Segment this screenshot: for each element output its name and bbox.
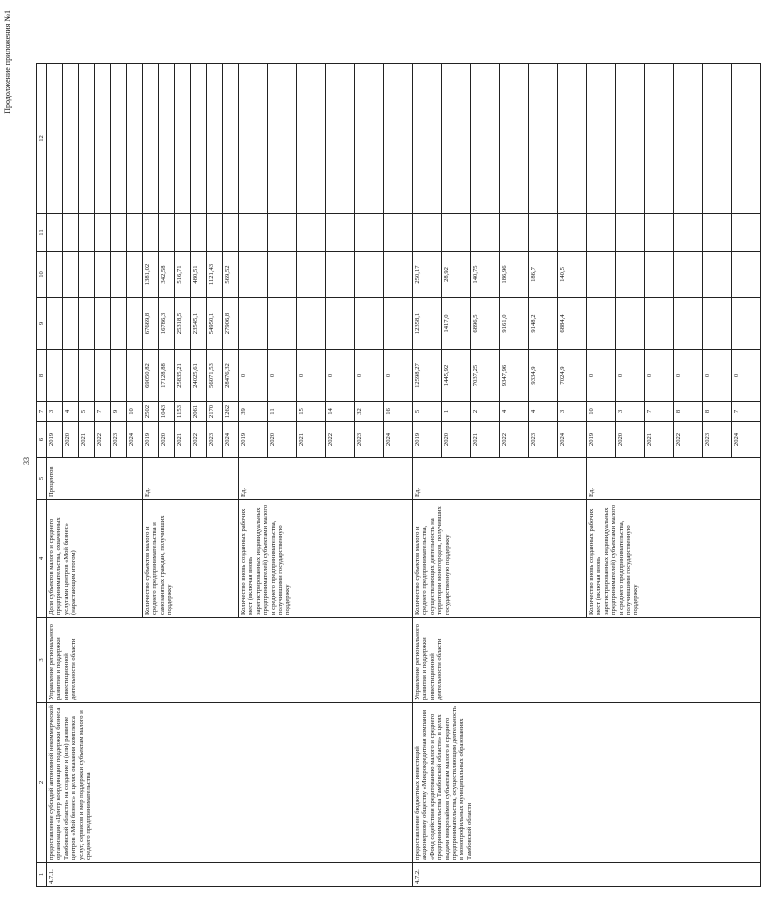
total-funding-cell <box>63 350 79 402</box>
column-11-cell <box>47 214 63 252</box>
indicator-value-cell: 2170 <box>207 402 223 422</box>
federal-funding-cell <box>645 298 674 350</box>
federal-funding-cell <box>297 298 326 350</box>
column-number-header: 11 <box>37 214 47 252</box>
total-funding-cell: 28476,32 <box>223 350 239 402</box>
year-cell: 2022 <box>326 422 355 458</box>
column-11-cell <box>587 214 616 252</box>
total-funding-cell: 56071,53 <box>207 350 223 402</box>
indicator-value-cell: 9 <box>111 402 127 422</box>
total-funding-cell: 0 <box>732 350 761 402</box>
indicator-value-cell: 4 <box>529 402 558 422</box>
indicator-value-cell: 14 <box>326 402 355 422</box>
column-11-cell <box>63 214 79 252</box>
column-11-cell <box>95 214 111 252</box>
section-number: 4.7.1. <box>47 863 413 887</box>
column-number-header: 12 <box>37 64 47 214</box>
column-12-cell <box>587 64 616 214</box>
column-11-cell <box>297 214 326 252</box>
regional-funding-cell <box>355 252 384 298</box>
federal-funding-cell <box>616 298 645 350</box>
regional-funding-cell: 1121,43 <box>207 252 223 298</box>
regional-funding-cell <box>111 252 127 298</box>
column-12-cell <box>645 64 674 214</box>
section-executor: Управление регионального развития и поддержки инвестиционной деятельности области <box>413 618 761 703</box>
indicator-value-cell: 10 <box>587 402 616 422</box>
regional-funding-cell <box>95 252 111 298</box>
year-cell: 2019 <box>413 422 442 458</box>
column-12-cell <box>384 64 413 214</box>
indicator-value-cell: 2502 <box>143 402 159 422</box>
column-number-header: 6 <box>37 422 47 458</box>
column-number-header: 3 <box>37 618 47 703</box>
column-12-cell <box>175 64 191 214</box>
total-funding-cell: 0 <box>355 350 384 402</box>
total-funding-cell: 1445,92 <box>442 350 471 402</box>
regional-funding-cell: 1381,02 <box>143 252 159 298</box>
column-number-header: 7 <box>37 402 47 422</box>
year-cell: 2020 <box>268 422 297 458</box>
year-cell: 2020 <box>63 422 79 458</box>
total-funding-cell: 25835,21 <box>175 350 191 402</box>
federal-funding-cell <box>587 298 616 350</box>
column-12-cell <box>703 64 732 214</box>
total-funding-cell <box>47 350 63 402</box>
total-funding-cell: 17128,88 <box>159 350 175 402</box>
indicator-value-cell: 3 <box>616 402 645 422</box>
column-numbers-row <box>37 64 47 887</box>
regional-funding-cell <box>703 252 732 298</box>
federal-funding-cell <box>384 298 413 350</box>
federal-funding-cell <box>703 298 732 350</box>
column-12-cell <box>732 64 761 214</box>
year-cell: 2023 <box>355 422 384 458</box>
column-12-cell <box>63 64 79 214</box>
regional-funding-cell <box>616 252 645 298</box>
column-11-cell <box>223 214 239 252</box>
total-funding-cell <box>111 350 127 402</box>
year-cell: 2024 <box>384 422 413 458</box>
column-12-cell <box>143 64 159 214</box>
indicator-value-cell: 8 <box>674 402 703 422</box>
federal-funding-cell: 6896,5 <box>471 298 500 350</box>
column-11-cell <box>159 214 175 252</box>
column-11-cell <box>616 214 645 252</box>
column-12-cell <box>442 64 471 214</box>
federal-funding-cell: 12358,1 <box>413 298 442 350</box>
column-12-cell <box>159 64 175 214</box>
indicator-value-cell: 1 <box>442 402 471 422</box>
federal-funding-cell: 16786,3 <box>159 298 175 350</box>
column-11-cell <box>175 214 191 252</box>
indicator-value-cell: 32 <box>355 402 384 422</box>
federal-funding-cell <box>674 298 703 350</box>
indicator-name: Количество вновь созданных рабочих мест (включая вновь зарегистрированных индивидуальных предпринимателей) субъектами малого и среднего предпринимательства, получившими государственную поддержку <box>587 500 761 618</box>
column-12-cell <box>529 64 558 214</box>
indicator-value-cell: 8 <box>703 402 732 422</box>
regional-funding-cell: 569,52 <box>223 252 239 298</box>
indicator-value-cell: 3 <box>47 402 63 422</box>
indicator-value-cell: 11 <box>268 402 297 422</box>
federal-funding-cell: 1417,0 <box>442 298 471 350</box>
year-cell: 2020 <box>159 422 175 458</box>
column-number-header: 8 <box>37 350 47 402</box>
indicator-value-cell: 2 <box>471 402 500 422</box>
total-funding-cell: 12598,27 <box>413 350 442 402</box>
regional-funding-cell: 516,71 <box>175 252 191 298</box>
regional-funding-cell <box>127 252 143 298</box>
total-funding-cell <box>95 350 111 402</box>
column-12-cell <box>674 64 703 214</box>
year-cell: 2023 <box>529 422 558 458</box>
federal-funding-cell <box>127 298 143 350</box>
column-number-header: 4 <box>37 500 47 618</box>
federal-funding-cell: 25318,5 <box>175 298 191 350</box>
year-cell: 2021 <box>471 422 500 458</box>
column-11-cell <box>355 214 384 252</box>
regional-funding-cell: 186,7 <box>529 252 558 298</box>
column-11-cell <box>326 214 355 252</box>
year-cell: 2021 <box>645 422 674 458</box>
federal-funding-cell: 27906,8 <box>223 298 239 350</box>
column-12-cell <box>558 64 587 214</box>
indicator-name: Количество субъектов малого и среднего предпринимательства, осуществляющих деятельность на территории моногородов, получивших государственную поддержку <box>413 500 587 618</box>
federal-funding-cell: 6884,4 <box>558 298 587 350</box>
column-11-cell <box>191 214 207 252</box>
column-number-header: 2 <box>37 703 47 863</box>
regional-funding-cell: 342,58 <box>159 252 175 298</box>
total-funding-cell: 0 <box>587 350 616 402</box>
indicator-value-cell: 3 <box>558 402 587 422</box>
year-cell: 2021 <box>175 422 191 458</box>
section-executor: Управление регионального развития и поддержки инвестиционной деятельности области <box>47 618 413 703</box>
indicator-value-cell: 7 <box>95 402 111 422</box>
indicator-value-cell: 5 <box>413 402 442 422</box>
section-title: предоставление субсидий автономной некоммерческой организации «Центр координации поддержки бизнеса Тамбовской области» на создание и (или) развитие центров «Мой бизнес» в целях оказания комплекса услуг, сервисов и мер поддержки субъектам малого и среднего предпринимательства <box>47 703 413 863</box>
total-funding-cell: 0 <box>616 350 645 402</box>
indicator-value-cell: 16 <box>384 402 413 422</box>
indicator-value-cell: 7 <box>645 402 674 422</box>
column-12-cell <box>207 64 223 214</box>
federal-funding-cell <box>111 298 127 350</box>
total-funding-cell <box>79 350 95 402</box>
column-12-cell <box>297 64 326 214</box>
total-funding-cell: 69050,82 <box>143 350 159 402</box>
column-12-cell <box>413 64 442 214</box>
indicator-value-cell: 5 <box>79 402 95 422</box>
column-12-cell <box>191 64 207 214</box>
year-cell: 2023 <box>207 422 223 458</box>
regional-funding-cell: 480,51 <box>191 252 207 298</box>
column-11-cell <box>645 214 674 252</box>
federal-funding-cell <box>326 298 355 350</box>
total-funding-cell: 0 <box>239 350 268 402</box>
total-funding-cell: 0 <box>297 350 326 402</box>
section-number: 4.7.2. <box>413 863 761 887</box>
total-funding-cell <box>127 350 143 402</box>
year-cell: 2020 <box>442 422 471 458</box>
total-funding-cell: 7024,9 <box>558 350 587 402</box>
year-cell: 2022 <box>191 422 207 458</box>
column-12-cell <box>616 64 645 214</box>
regional-funding-cell <box>384 252 413 298</box>
column-11-cell <box>384 214 413 252</box>
column-11-cell <box>413 214 442 252</box>
year-cell: 2023 <box>111 422 127 458</box>
indicator-value-cell: 1153 <box>175 402 191 422</box>
column-12-cell <box>127 64 143 214</box>
regional-funding-cell <box>239 252 268 298</box>
column-12-cell <box>111 64 127 214</box>
federal-funding-cell <box>63 298 79 350</box>
total-funding-cell: 0 <box>645 350 674 402</box>
year-cell: 2024 <box>732 422 761 458</box>
year-cell: 2019 <box>47 422 63 458</box>
column-number-header: 1 <box>37 863 47 887</box>
regional-funding-cell <box>326 252 355 298</box>
column-12-cell <box>239 64 268 214</box>
regional-funding-cell: 140,5 <box>558 252 587 298</box>
table-row <box>413 64 442 887</box>
indicator-unit: Процентов <box>47 458 143 500</box>
regional-funding-cell <box>674 252 703 298</box>
column-12-cell <box>500 64 529 214</box>
year-cell: 2022 <box>95 422 111 458</box>
total-funding-cell: 0 <box>674 350 703 402</box>
regional-funding-cell: 250,17 <box>413 252 442 298</box>
indicator-value-cell: 1262 <box>223 402 239 422</box>
column-11-cell <box>500 214 529 252</box>
regional-funding-cell <box>297 252 326 298</box>
indicator-name: Количество субъектов малого и среднего предпринимательства и самозанятых граждан, получивших поддержку <box>143 500 239 618</box>
total-funding-cell: 0 <box>268 350 297 402</box>
column-number-header: 5 <box>37 458 47 500</box>
column-12-cell <box>355 64 384 214</box>
column-12-cell <box>223 64 239 214</box>
column-11-cell <box>703 214 732 252</box>
column-11-cell <box>471 214 500 252</box>
indicator-value-cell: 4 <box>500 402 529 422</box>
total-funding-cell: 9347,96 <box>500 350 529 402</box>
federal-funding-cell: 23545,1 <box>191 298 207 350</box>
year-cell: 2024 <box>223 422 239 458</box>
column-11-cell <box>529 214 558 252</box>
column-11-cell <box>674 214 703 252</box>
regional-funding-cell: 28,92 <box>442 252 471 298</box>
indicator-value-cell: 7 <box>732 402 761 422</box>
column-12-cell <box>79 64 95 214</box>
regional-funding-cell <box>268 252 297 298</box>
federal-funding-cell <box>239 298 268 350</box>
federal-funding-cell <box>268 298 297 350</box>
table-row <box>47 64 63 887</box>
year-cell: 2021 <box>79 422 95 458</box>
year-cell: 2024 <box>558 422 587 458</box>
column-11-cell <box>127 214 143 252</box>
regional-funding-cell <box>63 252 79 298</box>
total-funding-cell: 0 <box>326 350 355 402</box>
total-funding-cell: 9334,9 <box>529 350 558 402</box>
column-12-cell <box>268 64 297 214</box>
indicator-value-cell: 10 <box>127 402 143 422</box>
indicator-unit: Ед. <box>413 458 587 500</box>
indicator-name: Доля субъектов малого и среднего предпринимательства, охваченных услугами центров «Мой бизнес» (нарастающим итогом) <box>47 500 143 618</box>
column-number-header: 10 <box>37 252 47 298</box>
column-11-cell <box>442 214 471 252</box>
section-title: предоставление бюджетных инвестиций акционерному обществу «Микрокредитная компания «Фонд содействия кредитованию малого и среднего предпринимательства Тамбовской области» в целях выдачи микрозаймов субъектам малого и среднего предпринимательства, осуществляющим деятельность в монопрофильных муниципальных образованиях Тамбовской области <box>413 703 761 863</box>
year-cell: 2019 <box>143 422 159 458</box>
federal-funding-cell <box>95 298 111 350</box>
year-cell: 2022 <box>500 422 529 458</box>
federal-funding-cell <box>47 298 63 350</box>
total-funding-cell: 0 <box>384 350 413 402</box>
column-11-cell <box>732 214 761 252</box>
column-12-cell <box>47 64 63 214</box>
total-funding-cell: 24025,61 <box>191 350 207 402</box>
year-cell: 2024 <box>127 422 143 458</box>
federal-funding-cell: 54950,1 <box>207 298 223 350</box>
indicator-unit: Ед. <box>239 458 413 500</box>
page-number: 33 <box>22 457 31 465</box>
year-cell: 2021 <box>297 422 326 458</box>
regional-funding-cell: 186,96 <box>500 252 529 298</box>
continuation-label: Продолжение приложения №1 <box>3 10 12 114</box>
column-11-cell <box>268 214 297 252</box>
column-12-cell <box>95 64 111 214</box>
indicator-value-cell: 15 <box>297 402 326 422</box>
indicator-value-cell: 1043 <box>159 402 175 422</box>
federal-funding-cell: 67669,8 <box>143 298 159 350</box>
regional-funding-cell <box>645 252 674 298</box>
column-11-cell <box>143 214 159 252</box>
indicator-value-cell: 4 <box>63 402 79 422</box>
regional-funding-cell <box>79 252 95 298</box>
federal-funding-cell <box>355 298 384 350</box>
column-12-cell <box>326 64 355 214</box>
total-funding-cell: 0 <box>703 350 732 402</box>
federal-funding-cell: 9161,0 <box>500 298 529 350</box>
column-11-cell <box>558 214 587 252</box>
column-11-cell <box>111 214 127 252</box>
column-11-cell <box>239 214 268 252</box>
federal-funding-cell: 9148,2 <box>529 298 558 350</box>
year-cell: 2023 <box>703 422 732 458</box>
indicator-unit: Ед. <box>143 458 239 500</box>
indicator-value-cell: 39 <box>239 402 268 422</box>
year-cell: 2019 <box>239 422 268 458</box>
year-cell: 2022 <box>674 422 703 458</box>
column-12-cell <box>471 64 500 214</box>
column-11-cell <box>207 214 223 252</box>
total-funding-cell: 7037,25 <box>471 350 500 402</box>
indicator-unit: Ед. <box>587 458 761 500</box>
year-cell: 2020 <box>616 422 645 458</box>
regional-funding-cell: 140,75 <box>471 252 500 298</box>
column-number-header: 9 <box>37 298 47 350</box>
column-11-cell <box>79 214 95 252</box>
regional-funding-cell <box>47 252 63 298</box>
indicator-value-cell: 2061 <box>191 402 207 422</box>
federal-funding-cell <box>732 298 761 350</box>
regional-funding-cell <box>732 252 761 298</box>
year-cell: 2019 <box>587 422 616 458</box>
program-table <box>36 63 761 887</box>
regional-funding-cell <box>587 252 616 298</box>
indicator-name: Количество вновь созданных рабочих мест (включая вновь зарегистрированных индивидуальных предпринимателей) субъектами малого и среднего предпринимательства, получившими государственную поддержку <box>239 500 413 618</box>
federal-funding-cell <box>79 298 95 350</box>
